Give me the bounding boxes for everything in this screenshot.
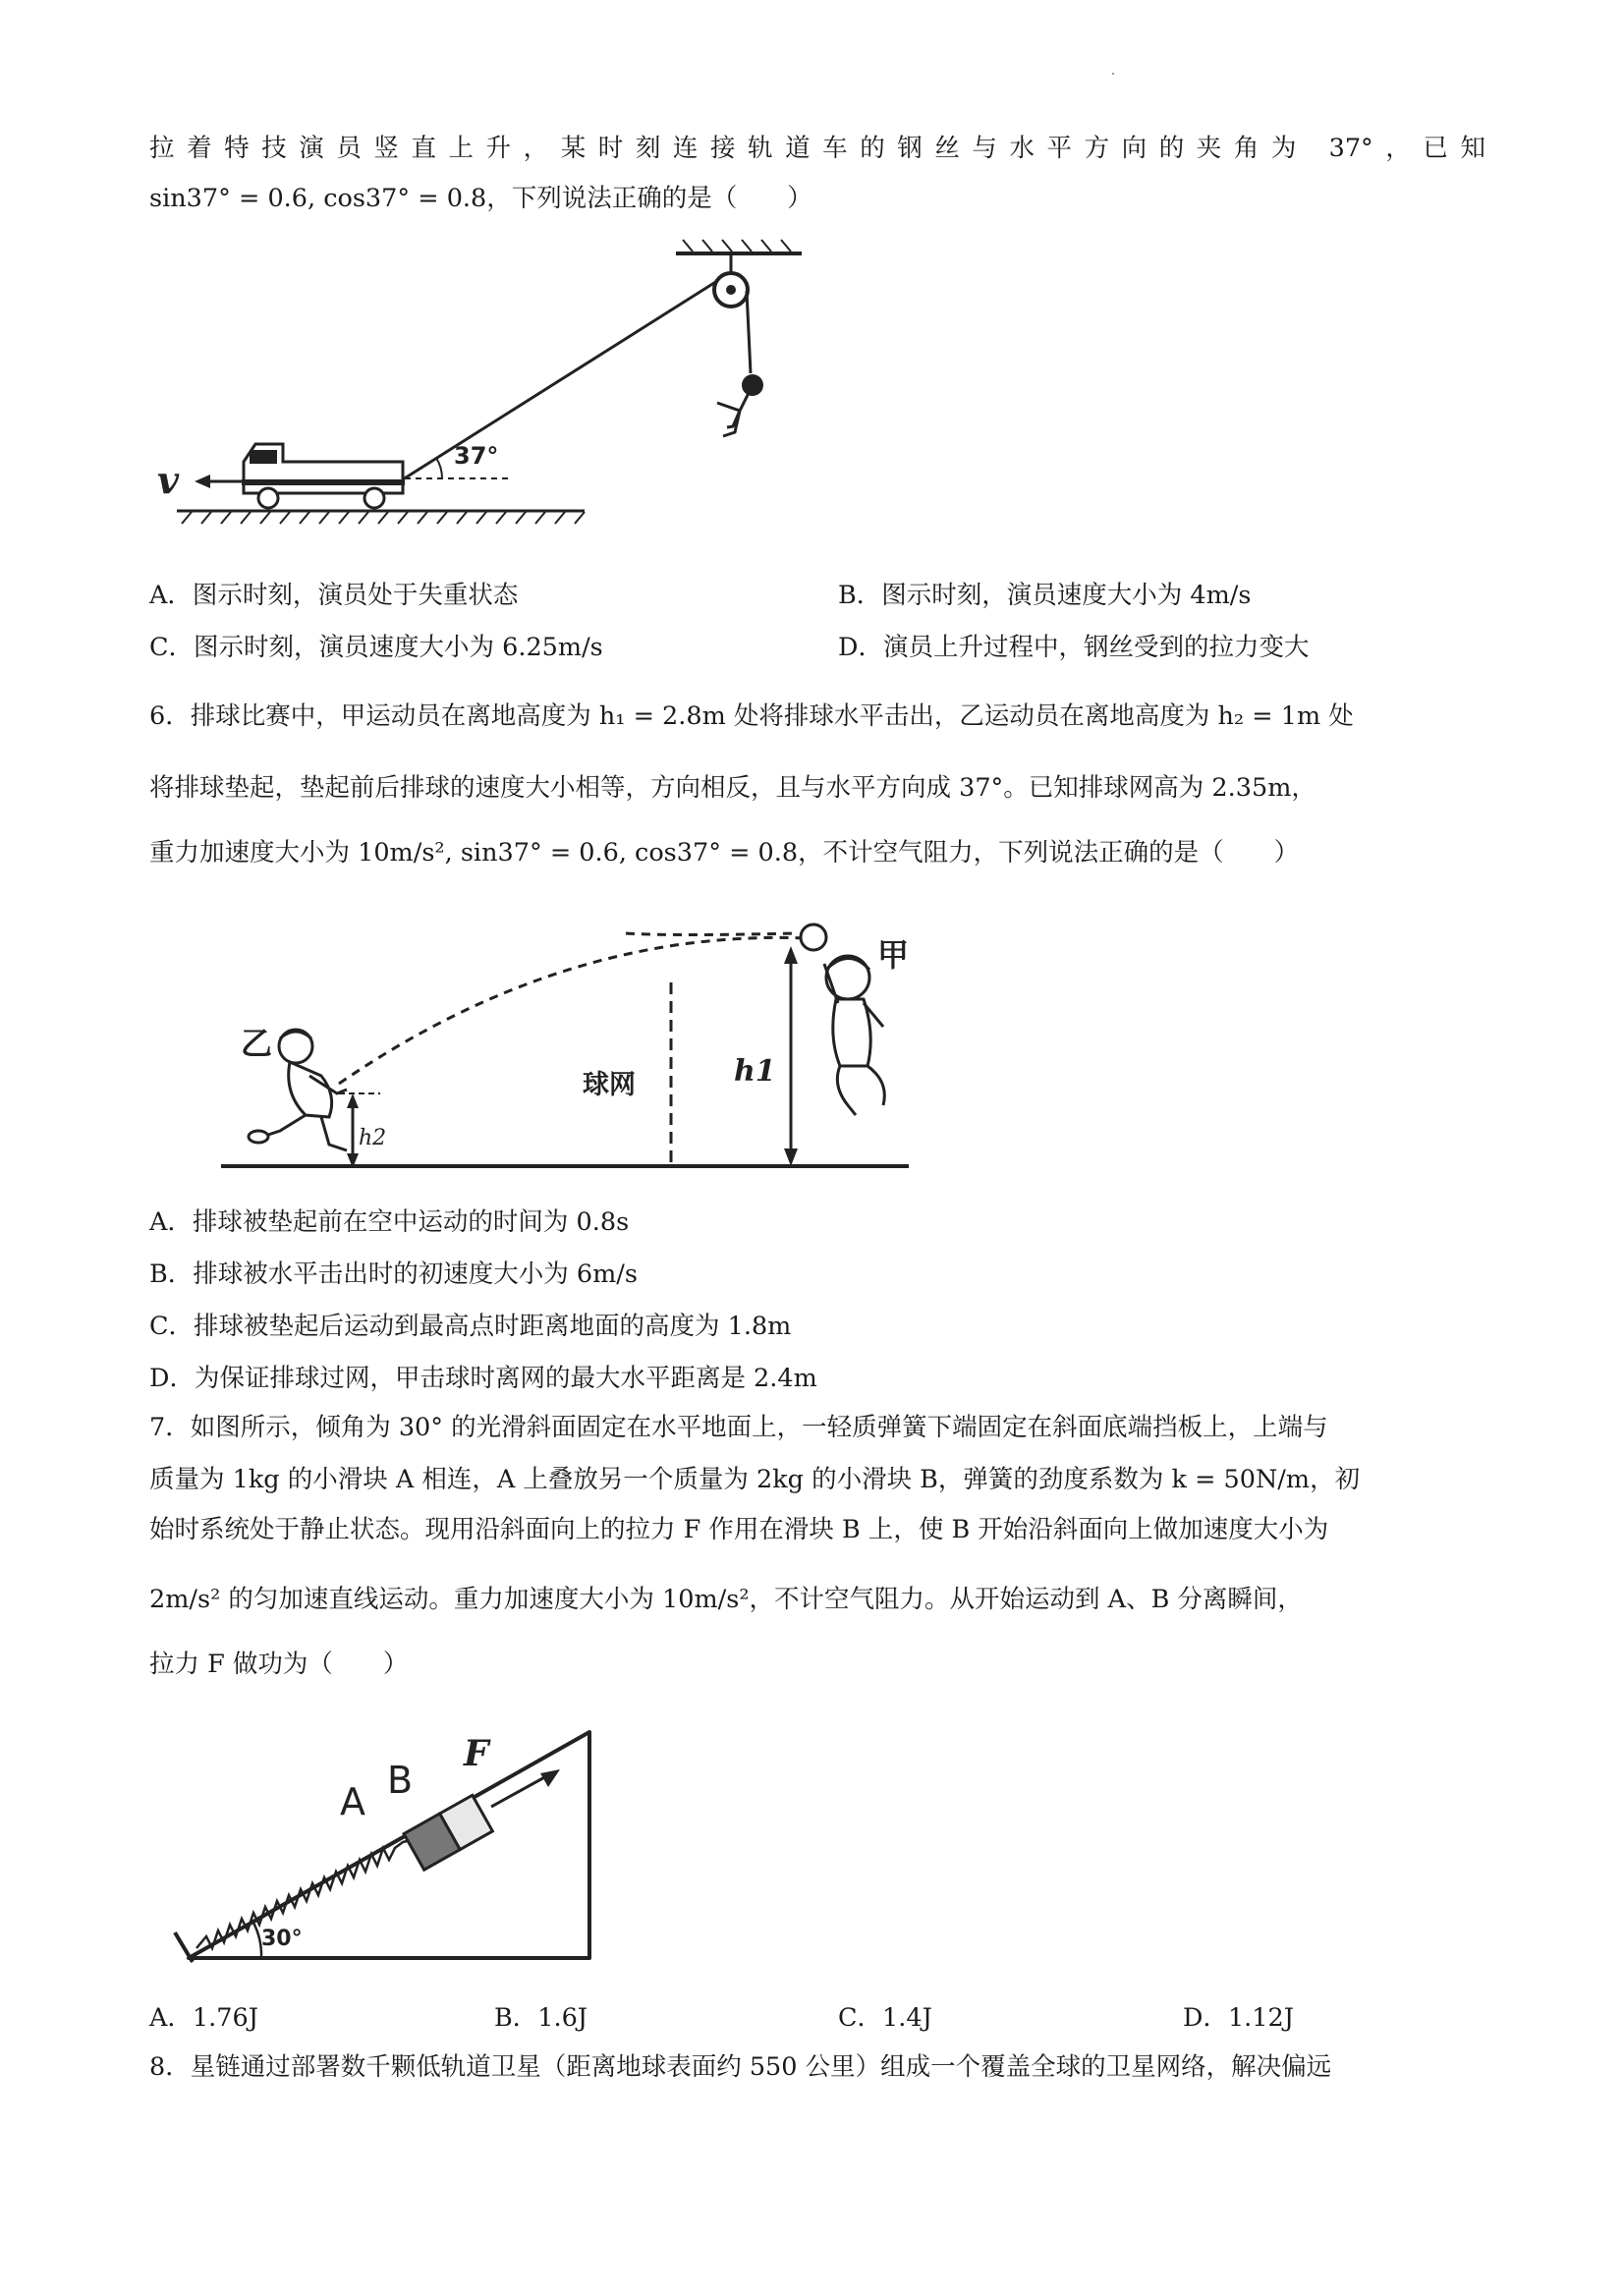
q7-stem-line-3: 始时系统处于静止状态。现用沿斜面向上的拉力 F 作用在滑块 B 上，使 B 开始沿斜面向上做加速度大小为	[149, 1515, 1329, 1544]
q7-stem-line-2: 质量为 1kg 的小滑块 A 相连，A 上叠放另一个质量为 2kg 的小滑块 B，弹簧的劲度系数为 k = 50N/m，初	[149, 1465, 1361, 1494]
q6-h1-label: h1	[734, 1054, 776, 1089]
q7-stem-line-1: 7．如图所示，倾角为 30° 的光滑斜面固定在水平地面上，一轻质弹簧下端固定在斜面底端挡板上，上端与	[149, 1413, 1328, 1442]
q7-figure	[167, 1705, 609, 1975]
q5-stem-line-2: sin37° = 0.6, cos37° = 0.8，下列说法正确的是（ ）	[149, 184, 812, 213]
q7-stem-line-4: 2m/s² 的匀加速直线运动。重力加速度大小为 10m/s²，不计空气阻力。从开始运动到 A、B 分离瞬间，	[149, 1585, 1303, 1614]
q5-angle-label: 37°	[454, 442, 499, 470]
q6-stem-line-1: 6．排球比赛中，甲运动员在离地高度为 h₁ = 2.8m 处将排球水平击出，乙运动员在离地高度为 h₂ = 1m 处	[149, 701, 1354, 731]
q7-option-c[interactable]: C．1.4J	[838, 2003, 932, 2033]
q5-figure	[147, 236, 825, 570]
q7-angle-label: 30°	[261, 1927, 303, 1951]
q7-force-label: F	[464, 1733, 489, 1774]
q7-option-b[interactable]: B．1.6J	[494, 2003, 588, 2033]
q6-figure	[211, 909, 919, 1179]
q7-block-a-label: A	[340, 1780, 365, 1823]
q6-option-d[interactable]: D．为保证排球过网，甲击球时离网的最大水平距离是 2.4m	[149, 1364, 817, 1393]
q6-stem-line-3: 重力加速度大小为 10m/s², sin37° = 0.6, cos37° = 0.8，不计空气阻力，下列说法正确的是（ ）	[149, 838, 1300, 868]
q8-stem-line-1: 8．星链通过部署数千颗低轨道卫星（距离地球表面约 550 公里）组成一个覆盖全球的卫星网络，解决偏远	[149, 2052, 1332, 2082]
q5-stem-line-1: 拉着特技演员竖直上升，某时刻连接轨道车的钢丝与水平方向的夹角为 37°，已知	[149, 134, 1485, 163]
q7-block-b-label: B	[387, 1759, 414, 1802]
q6-option-c[interactable]: C．排球被垫起后运动到最高点时距离地面的高度为 1.8m	[149, 1312, 792, 1341]
q6-net-label: 球网	[583, 1070, 636, 1100]
q6-stem-line-2: 将排球垫起，垫起前后排球的速度大小相等，方向相反，且与水平方向成 37°。已知排球网高为 2.35m，	[149, 773, 1316, 803]
q6-option-b[interactable]: B．排球被水平击出时的初速度大小为 6m/s	[149, 1260, 638, 1289]
q5-option-b[interactable]: B．图示时刻，演员速度大小为 4m/s	[838, 581, 1252, 610]
q5-option-c[interactable]: C．图示时刻，演员速度大小为 6.25m/s	[149, 633, 603, 662]
scan-speck	[1112, 73, 1114, 75]
q5-option-d[interactable]: D．演员上升过程中，钢丝受到的拉力变大	[838, 633, 1310, 662]
q5-option-a[interactable]: A．图示时刻，演员处于失重状态	[149, 581, 519, 610]
q5-velocity-label: v	[157, 458, 180, 502]
q6-option-a[interactable]: A．排球被垫起前在空中运动的时间为 0.8s	[149, 1207, 630, 1237]
q6-player-a-label: 甲	[877, 936, 910, 974]
q7-option-d[interactable]: D．1.12J	[1183, 2003, 1294, 2033]
q7-stem-line-5: 拉力 F 做功为（ ）	[149, 1650, 409, 1679]
q6-player-b-label: 乙	[241, 1025, 273, 1062]
q7-option-a[interactable]: A．1.76J	[149, 2003, 258, 2033]
q6-h2-label: h2	[359, 1126, 387, 1150]
